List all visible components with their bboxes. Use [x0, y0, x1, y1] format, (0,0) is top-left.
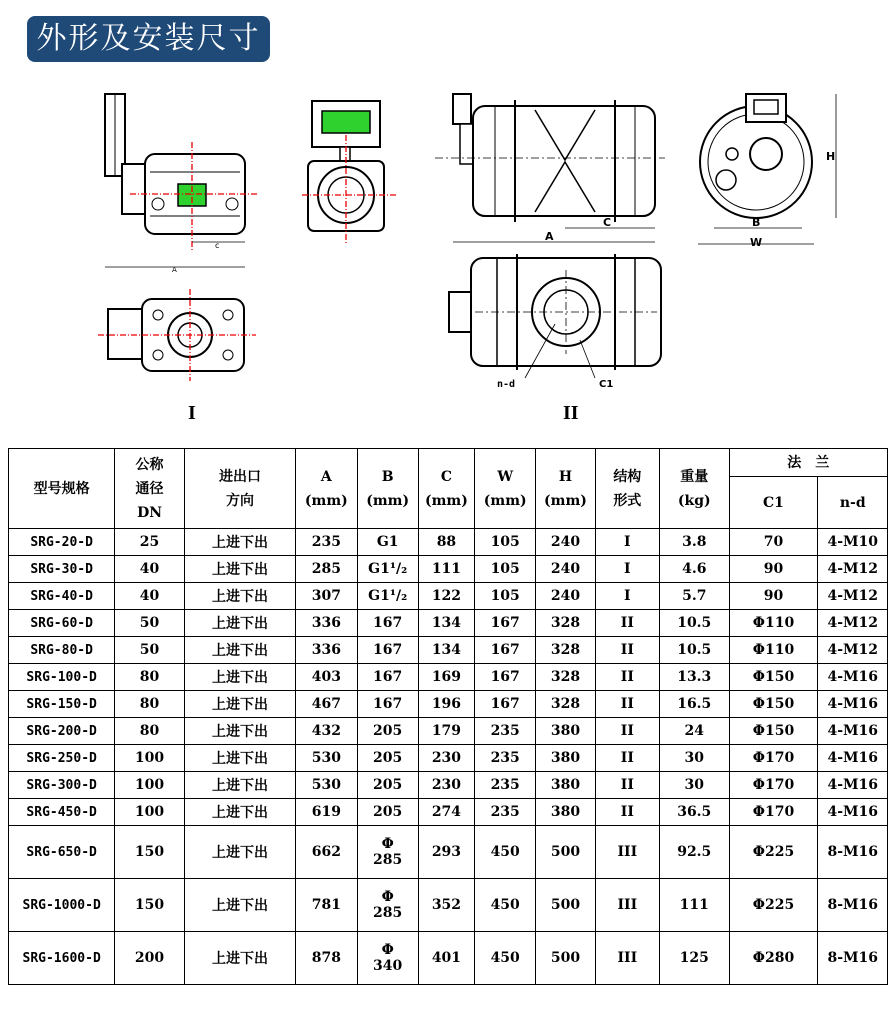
cell-struct: I: [595, 529, 659, 556]
cell-model: SRG-100-D: [9, 664, 115, 691]
small-a-label: A: [172, 266, 177, 272]
table-row: [9, 772, 888, 799]
cell-c: 88: [418, 529, 474, 556]
cell-h: 240: [536, 583, 595, 610]
cell-b: 167: [357, 691, 418, 718]
cell-model: SRG-650-D: [9, 826, 115, 879]
cell-c1: Φ225: [729, 879, 818, 932]
cell-c: 230: [418, 745, 474, 772]
cell-h: 328: [536, 610, 595, 637]
cell-a: 878: [296, 932, 357, 985]
cell-h: 240: [536, 529, 595, 556]
cell-a: 781: [296, 879, 357, 932]
cell-c: 401: [418, 932, 474, 985]
cell-weight: 10.5: [660, 637, 730, 664]
cell-a: 662: [296, 826, 357, 879]
cell-nd: 4-M12: [818, 556, 888, 583]
cell-w: 450: [475, 879, 536, 932]
cell-h: 380: [536, 799, 595, 826]
header-direction-line2: 方向: [226, 492, 254, 509]
cell-weight: 24: [660, 718, 730, 745]
table-row: [9, 799, 888, 826]
cell-w: 167: [475, 610, 536, 637]
cell-model: SRG-20-D: [9, 529, 115, 556]
cell-model: SRG-60-D: [9, 610, 115, 637]
header-w: [475, 449, 536, 529]
header-dn-line2: 通径: [135, 480, 164, 497]
cell-dir: 上进下出: [184, 718, 295, 745]
cell-a: 235: [296, 529, 357, 556]
header-c: [418, 449, 474, 529]
cell-b-line2: 285: [373, 852, 403, 868]
cell-dn: 40: [115, 583, 185, 610]
cell-b: 205: [357, 799, 418, 826]
cell-weight: 30: [660, 745, 730, 772]
drawing-type1-side-view: [100, 92, 260, 272]
table-row: [9, 932, 888, 985]
dim-c1-label: C1: [599, 379, 614, 390]
cell-b: 167: [357, 610, 418, 637]
table-row: [9, 664, 888, 691]
cell-a: 403: [296, 664, 357, 691]
cell-dir: 上进下出: [184, 610, 295, 637]
cell-a: 619: [296, 799, 357, 826]
cell-model: SRG-300-D: [9, 772, 115, 799]
cell-c: 169: [418, 664, 474, 691]
dim-h-label: H: [826, 150, 836, 163]
header-model: 型号规格: [9, 449, 115, 529]
drawing-type2-end-view: [690, 88, 850, 258]
cell-model: SRG-150-D: [9, 691, 115, 718]
cell-a: 467: [296, 691, 357, 718]
drawing-type1-front-view: [300, 95, 400, 245]
cell-c1: Φ170: [729, 799, 818, 826]
cell-c: 122: [418, 583, 474, 610]
cell-weight: 92.5: [660, 826, 730, 879]
cell-struct: II: [595, 799, 659, 826]
cell-a: 307: [296, 583, 357, 610]
header-direction-line1: 进出口: [219, 468, 261, 485]
cell-dir: 上进下出: [184, 879, 295, 932]
cell-b: G1: [357, 529, 418, 556]
header-nd: n-d: [818, 477, 888, 529]
header-weight-line2: (kg): [677, 492, 711, 509]
cell-w: 167: [475, 637, 536, 664]
cell-dn: 50: [115, 637, 185, 664]
header-c-letter: C: [440, 468, 452, 485]
cell-c1: 90: [729, 556, 818, 583]
cell-h: 328: [536, 691, 595, 718]
cell-dir: 上进下出: [184, 772, 295, 799]
cell-nd: 8-M16: [818, 932, 888, 985]
cell-struct: II: [595, 691, 659, 718]
cell-c: 352: [418, 879, 474, 932]
cell-dn: 80: [115, 718, 185, 745]
cell-h: 380: [536, 718, 595, 745]
cell-dir: 上进下出: [184, 583, 295, 610]
cell-w: 167: [475, 691, 536, 718]
cell-nd: 4-M16: [818, 799, 888, 826]
drawing-type1-top-view: [98, 285, 258, 385]
type1-label: I: [188, 402, 196, 424]
cell-struct: I: [595, 583, 659, 610]
table-row: [9, 556, 888, 583]
cell-model: SRG-1600-D: [9, 932, 115, 985]
cell-model: SRG-40-D: [9, 583, 115, 610]
table-row: [9, 610, 888, 637]
cell-c: 134: [418, 610, 474, 637]
cell-a: 285: [296, 556, 357, 583]
dimension-table: [8, 448, 888, 985]
cell-model: SRG-200-D: [9, 718, 115, 745]
cell-weight: 10.5: [660, 610, 730, 637]
cell-w: 235: [475, 799, 536, 826]
cell-h: 500: [536, 826, 595, 879]
cell-h: 500: [536, 932, 595, 985]
cell-dn: 150: [115, 879, 185, 932]
cell-a: 530: [296, 745, 357, 772]
cell-b-line1: Φ: [381, 836, 394, 852]
cell-struct: III: [595, 826, 659, 879]
cell-model: SRG-80-D: [9, 637, 115, 664]
header-weight: [660, 449, 730, 529]
cell-b: G1¹/₂: [357, 583, 418, 610]
cell-c1: Φ150: [729, 718, 818, 745]
cell-dir: 上进下出: [184, 664, 295, 691]
dim-w-label: W: [750, 236, 763, 249]
header-h: [536, 449, 595, 529]
table-row: [9, 529, 888, 556]
cell-weight: 4.6: [660, 556, 730, 583]
cell-nd: 4-M16: [818, 718, 888, 745]
table-row: [9, 879, 888, 932]
cell-b: 205: [357, 772, 418, 799]
cell-h: 500: [536, 879, 595, 932]
cell-h: 380: [536, 772, 595, 799]
header-structure-line1: 结构: [613, 468, 642, 485]
cell-dir: 上进下出: [184, 826, 295, 879]
cell-dn: 80: [115, 664, 185, 691]
cell-nd: 4-M16: [818, 745, 888, 772]
header-b: [357, 449, 418, 529]
table-row: [9, 718, 888, 745]
header-flange: 法 兰: [729, 449, 887, 477]
cell-b: 205: [357, 745, 418, 772]
drawing-type2-side-view: [435, 90, 665, 250]
cell-b-line2: 340: [373, 958, 403, 974]
cell-nd: 4-M12: [818, 637, 888, 664]
cell-dn: 40: [115, 556, 185, 583]
cell-nd: 4-M16: [818, 772, 888, 799]
header-dn: [115, 449, 185, 529]
table-row: [9, 691, 888, 718]
cell-c1: Φ170: [729, 772, 818, 799]
cell-struct: III: [595, 932, 659, 985]
cell-struct: II: [595, 637, 659, 664]
header-direction: [184, 449, 295, 529]
cell-dn: 25: [115, 529, 185, 556]
dim-b-label: B: [752, 216, 761, 229]
cell-w: 105: [475, 529, 536, 556]
cell-w: 105: [475, 583, 536, 610]
cell-weight: 36.5: [660, 799, 730, 826]
page-title: 外形及安装尺寸: [27, 16, 270, 62]
cell-dn: 200: [115, 932, 185, 985]
cell-dir: 上进下出: [184, 529, 295, 556]
header-w-unit: (mm): [483, 492, 527, 509]
cell-model: SRG-1000-D: [9, 879, 115, 932]
cell-b: 167: [357, 637, 418, 664]
cell-dir: 上进下出: [184, 799, 295, 826]
cell-model: SRG-30-D: [9, 556, 115, 583]
cell-nd: 4-M16: [818, 664, 888, 691]
cell-dn: 150: [115, 826, 185, 879]
cell-b: G1¹/₂: [357, 556, 418, 583]
header-w-letter: W: [497, 468, 514, 485]
cell-struct: I: [595, 556, 659, 583]
cell-b: [357, 826, 418, 879]
cell-struct: II: [595, 745, 659, 772]
cell-weight: 125: [660, 932, 730, 985]
cell-c1: 70: [729, 529, 818, 556]
cell-c1: Φ110: [729, 610, 818, 637]
cell-w: 235: [475, 745, 536, 772]
header-dn-line1: 公称: [135, 456, 164, 473]
header-c-unit: (mm): [424, 492, 468, 509]
cell-a: 530: [296, 772, 357, 799]
cell-w: 450: [475, 826, 536, 879]
cell-c1: Φ150: [729, 691, 818, 718]
header-c1: C1: [729, 477, 818, 529]
header-b-unit: (mm): [366, 492, 410, 509]
cell-struct: II: [595, 610, 659, 637]
cell-b-line2: 285: [373, 905, 403, 921]
cell-dn: 80: [115, 691, 185, 718]
dim-nd-label: n-d: [497, 379, 516, 390]
table-row: [9, 826, 888, 879]
cell-c1: 90: [729, 583, 818, 610]
header-a-unit: (mm): [304, 492, 348, 509]
cell-c: 293: [418, 826, 474, 879]
cell-dn: 100: [115, 799, 185, 826]
cell-model: SRG-450-D: [9, 799, 115, 826]
cell-nd: 8-M16: [818, 879, 888, 932]
cell-c1: Φ225: [729, 826, 818, 879]
cell-weight: 30: [660, 772, 730, 799]
cell-h: 328: [536, 664, 595, 691]
cell-h: 328: [536, 637, 595, 664]
cell-a: 336: [296, 637, 357, 664]
cell-dn: 100: [115, 745, 185, 772]
cell-dir: 上进下出: [184, 932, 295, 985]
dim-a-label: A: [545, 230, 554, 243]
cell-nd: 4-M16: [818, 691, 888, 718]
small-c-label: c: [215, 241, 220, 250]
header-dn-line3: DN: [137, 504, 163, 521]
cell-c: 196: [418, 691, 474, 718]
cell-c1: Φ110: [729, 637, 818, 664]
cell-b: 205: [357, 718, 418, 745]
cell-b: [357, 879, 418, 932]
header-h-letter: H: [558, 468, 573, 485]
cell-b: [357, 932, 418, 985]
cell-c: 111: [418, 556, 474, 583]
cell-nd: 8-M16: [818, 826, 888, 879]
cell-c: 134: [418, 637, 474, 664]
cell-struct: II: [595, 718, 659, 745]
cell-dn: 100: [115, 772, 185, 799]
header-b-letter: B: [381, 468, 394, 485]
header-a: [296, 449, 357, 529]
drawing-type2-top-view: [445, 252, 665, 392]
cell-w: 235: [475, 718, 536, 745]
cell-nd: 4-M12: [818, 610, 888, 637]
cell-model: SRG-250-D: [9, 745, 115, 772]
cell-weight: 3.8: [660, 529, 730, 556]
cell-c: 179: [418, 718, 474, 745]
cell-w: 167: [475, 664, 536, 691]
table-row: [9, 583, 888, 610]
cell-nd: 4-M12: [818, 583, 888, 610]
header-weight-line1: 重量: [680, 468, 709, 485]
cell-weight: 111: [660, 879, 730, 932]
cell-dir: 上进下出: [184, 691, 295, 718]
cell-b: 167: [357, 664, 418, 691]
cell-weight: 5.7: [660, 583, 730, 610]
header-structure-line2: 形式: [613, 492, 642, 509]
cell-struct: II: [595, 664, 659, 691]
cell-dn: 50: [115, 610, 185, 637]
cell-dir: 上进下出: [184, 637, 295, 664]
dim-c-label: C: [603, 216, 612, 229]
cell-h: 380: [536, 745, 595, 772]
cell-weight: 16.5: [660, 691, 730, 718]
header-structure: [595, 449, 659, 529]
cell-c: 230: [418, 772, 474, 799]
cell-nd: 4-M10: [818, 529, 888, 556]
cell-a: 336: [296, 610, 357, 637]
cell-weight: 13.3: [660, 664, 730, 691]
cell-w: 450: [475, 932, 536, 985]
cell-dir: 上进下出: [184, 745, 295, 772]
cell-w: 235: [475, 772, 536, 799]
header-h-unit: (mm): [544, 492, 587, 509]
cell-h: 240: [536, 556, 595, 583]
cell-c1: Φ150: [729, 664, 818, 691]
cell-dir: 上进下出: [184, 556, 295, 583]
cell-c: 274: [418, 799, 474, 826]
cell-struct: II: [595, 772, 659, 799]
header-a-letter: A: [320, 468, 332, 485]
cell-a: 432: [296, 718, 357, 745]
cell-w: 105: [475, 556, 536, 583]
cell-b-line1: Φ: [381, 889, 394, 905]
cell-struct: III: [595, 879, 659, 932]
table-row: [9, 745, 888, 772]
cell-c1: Φ280: [729, 932, 818, 985]
table-row: [9, 637, 888, 664]
type2-label: II: [563, 402, 579, 424]
cell-c1: Φ170: [729, 745, 818, 772]
cell-b-line1: Φ: [381, 942, 394, 958]
